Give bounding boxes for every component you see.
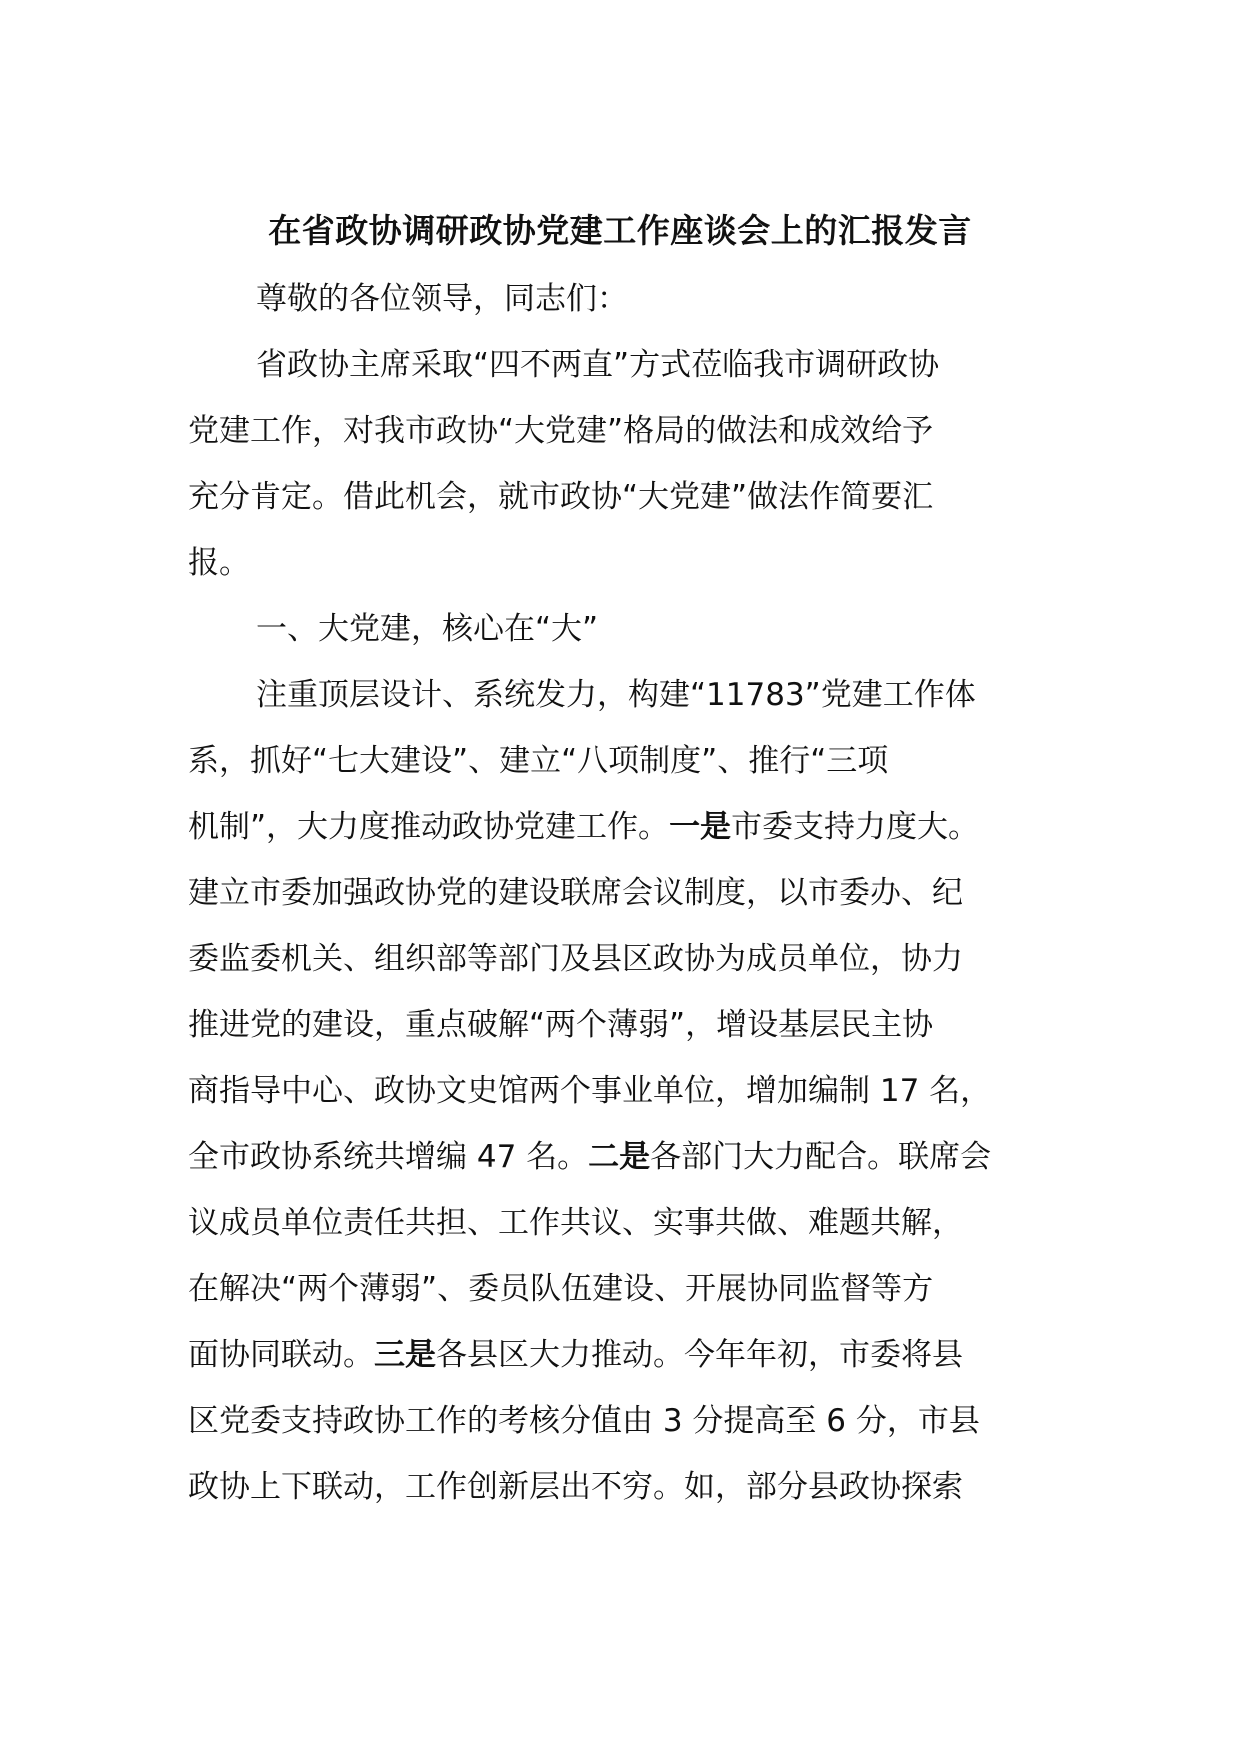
line-text: 建立市委加强政协党的建设联席会议制度，以市委办、纪 — [188, 875, 963, 911]
line-text: 尊敬的各位领导，同志们： — [256, 281, 628, 317]
emphasis-text: 二是 — [588, 1139, 651, 1175]
line-text: 系，抓好“七大建设”、建立“八项制度”、推行“三项 — [188, 743, 889, 779]
line-text: 全市政协系统共增编 47 名。 — [188, 1139, 589, 1175]
line-text: 面协同联动。 — [188, 1337, 374, 1373]
line-text: 机制”，大力度推动政协党建工作。 — [188, 809, 670, 845]
document-body — [188, 266, 1048, 1520]
paragraph-line — [188, 926, 1048, 992]
paragraph-line — [188, 332, 1048, 398]
emphasis-text: 一是 — [669, 809, 732, 845]
paragraph-line — [188, 464, 1048, 530]
line-text: 政协上下联动，工作创新层出不穷。如，部分县政协探索 — [188, 1469, 963, 1505]
paragraph-line — [188, 1058, 1048, 1124]
paragraph-line — [188, 1124, 1048, 1190]
line-text: 各县区大力推动。今年年初，市委将县 — [436, 1337, 963, 1373]
document-title: 在省政协调研政协党建工作座谈会上的汇报发言 — [268, 211, 972, 250]
paragraph-line — [188, 266, 1048, 332]
line-text: 区党委支持政协工作的考核分值由 3 分提高至 6 分，市县 — [188, 1403, 980, 1439]
paragraph-line — [188, 596, 1048, 662]
paragraph-line — [188, 728, 1048, 794]
line-text: 市委支持力度大。 — [731, 809, 980, 845]
line-text: 议成员单位责任共担、工作共议、实事共做、难题共解， — [188, 1205, 963, 1241]
line-text: 报。 — [188, 545, 250, 581]
paragraph-line — [188, 1256, 1048, 1322]
paragraph-line — [188, 1322, 1048, 1388]
paragraph-line — [188, 530, 1048, 596]
line-text: 推进党的建设，重点破解“两个薄弱”，增设基层民主协 — [188, 1007, 934, 1043]
paragraph-line — [188, 398, 1048, 464]
line-text: 各部门大力配合。联席会 — [650, 1139, 992, 1175]
paragraph-line — [188, 992, 1048, 1058]
line-text: 委监委机关、组织部等部门及县区政协为成员单位，协力 — [188, 941, 963, 977]
paragraph-line — [188, 1454, 1048, 1520]
line-text: 充分肯定。借此机会，就市政协“大党建”做法作简要汇 — [188, 479, 934, 515]
emphasis-text: 三是 — [374, 1337, 436, 1373]
line-text: 一、大党建，核心在“大” — [256, 611, 599, 647]
line-text: 商指导中心、政协文史馆两个事业单位，增加编制 17 名， — [188, 1073, 992, 1109]
paragraph-line — [188, 1388, 1048, 1454]
line-text: 注重顶层设计、系统发力，构建“11783”党建工作体 — [256, 677, 976, 713]
line-text: 省政协主席采取“四不两直”方式莅临我市调研政协 — [256, 347, 940, 383]
paragraph-line — [188, 794, 1048, 860]
line-text: 在解决“两个薄弱”、委员队伍建设、开展协同监督等方 — [188, 1271, 934, 1307]
paragraph-line — [188, 662, 1048, 728]
line-text: 党建工作，对我市政协“大党建”格局的做法和成效给予 — [188, 413, 934, 449]
paragraph-line — [188, 1190, 1048, 1256]
paragraph-line — [188, 860, 1048, 926]
